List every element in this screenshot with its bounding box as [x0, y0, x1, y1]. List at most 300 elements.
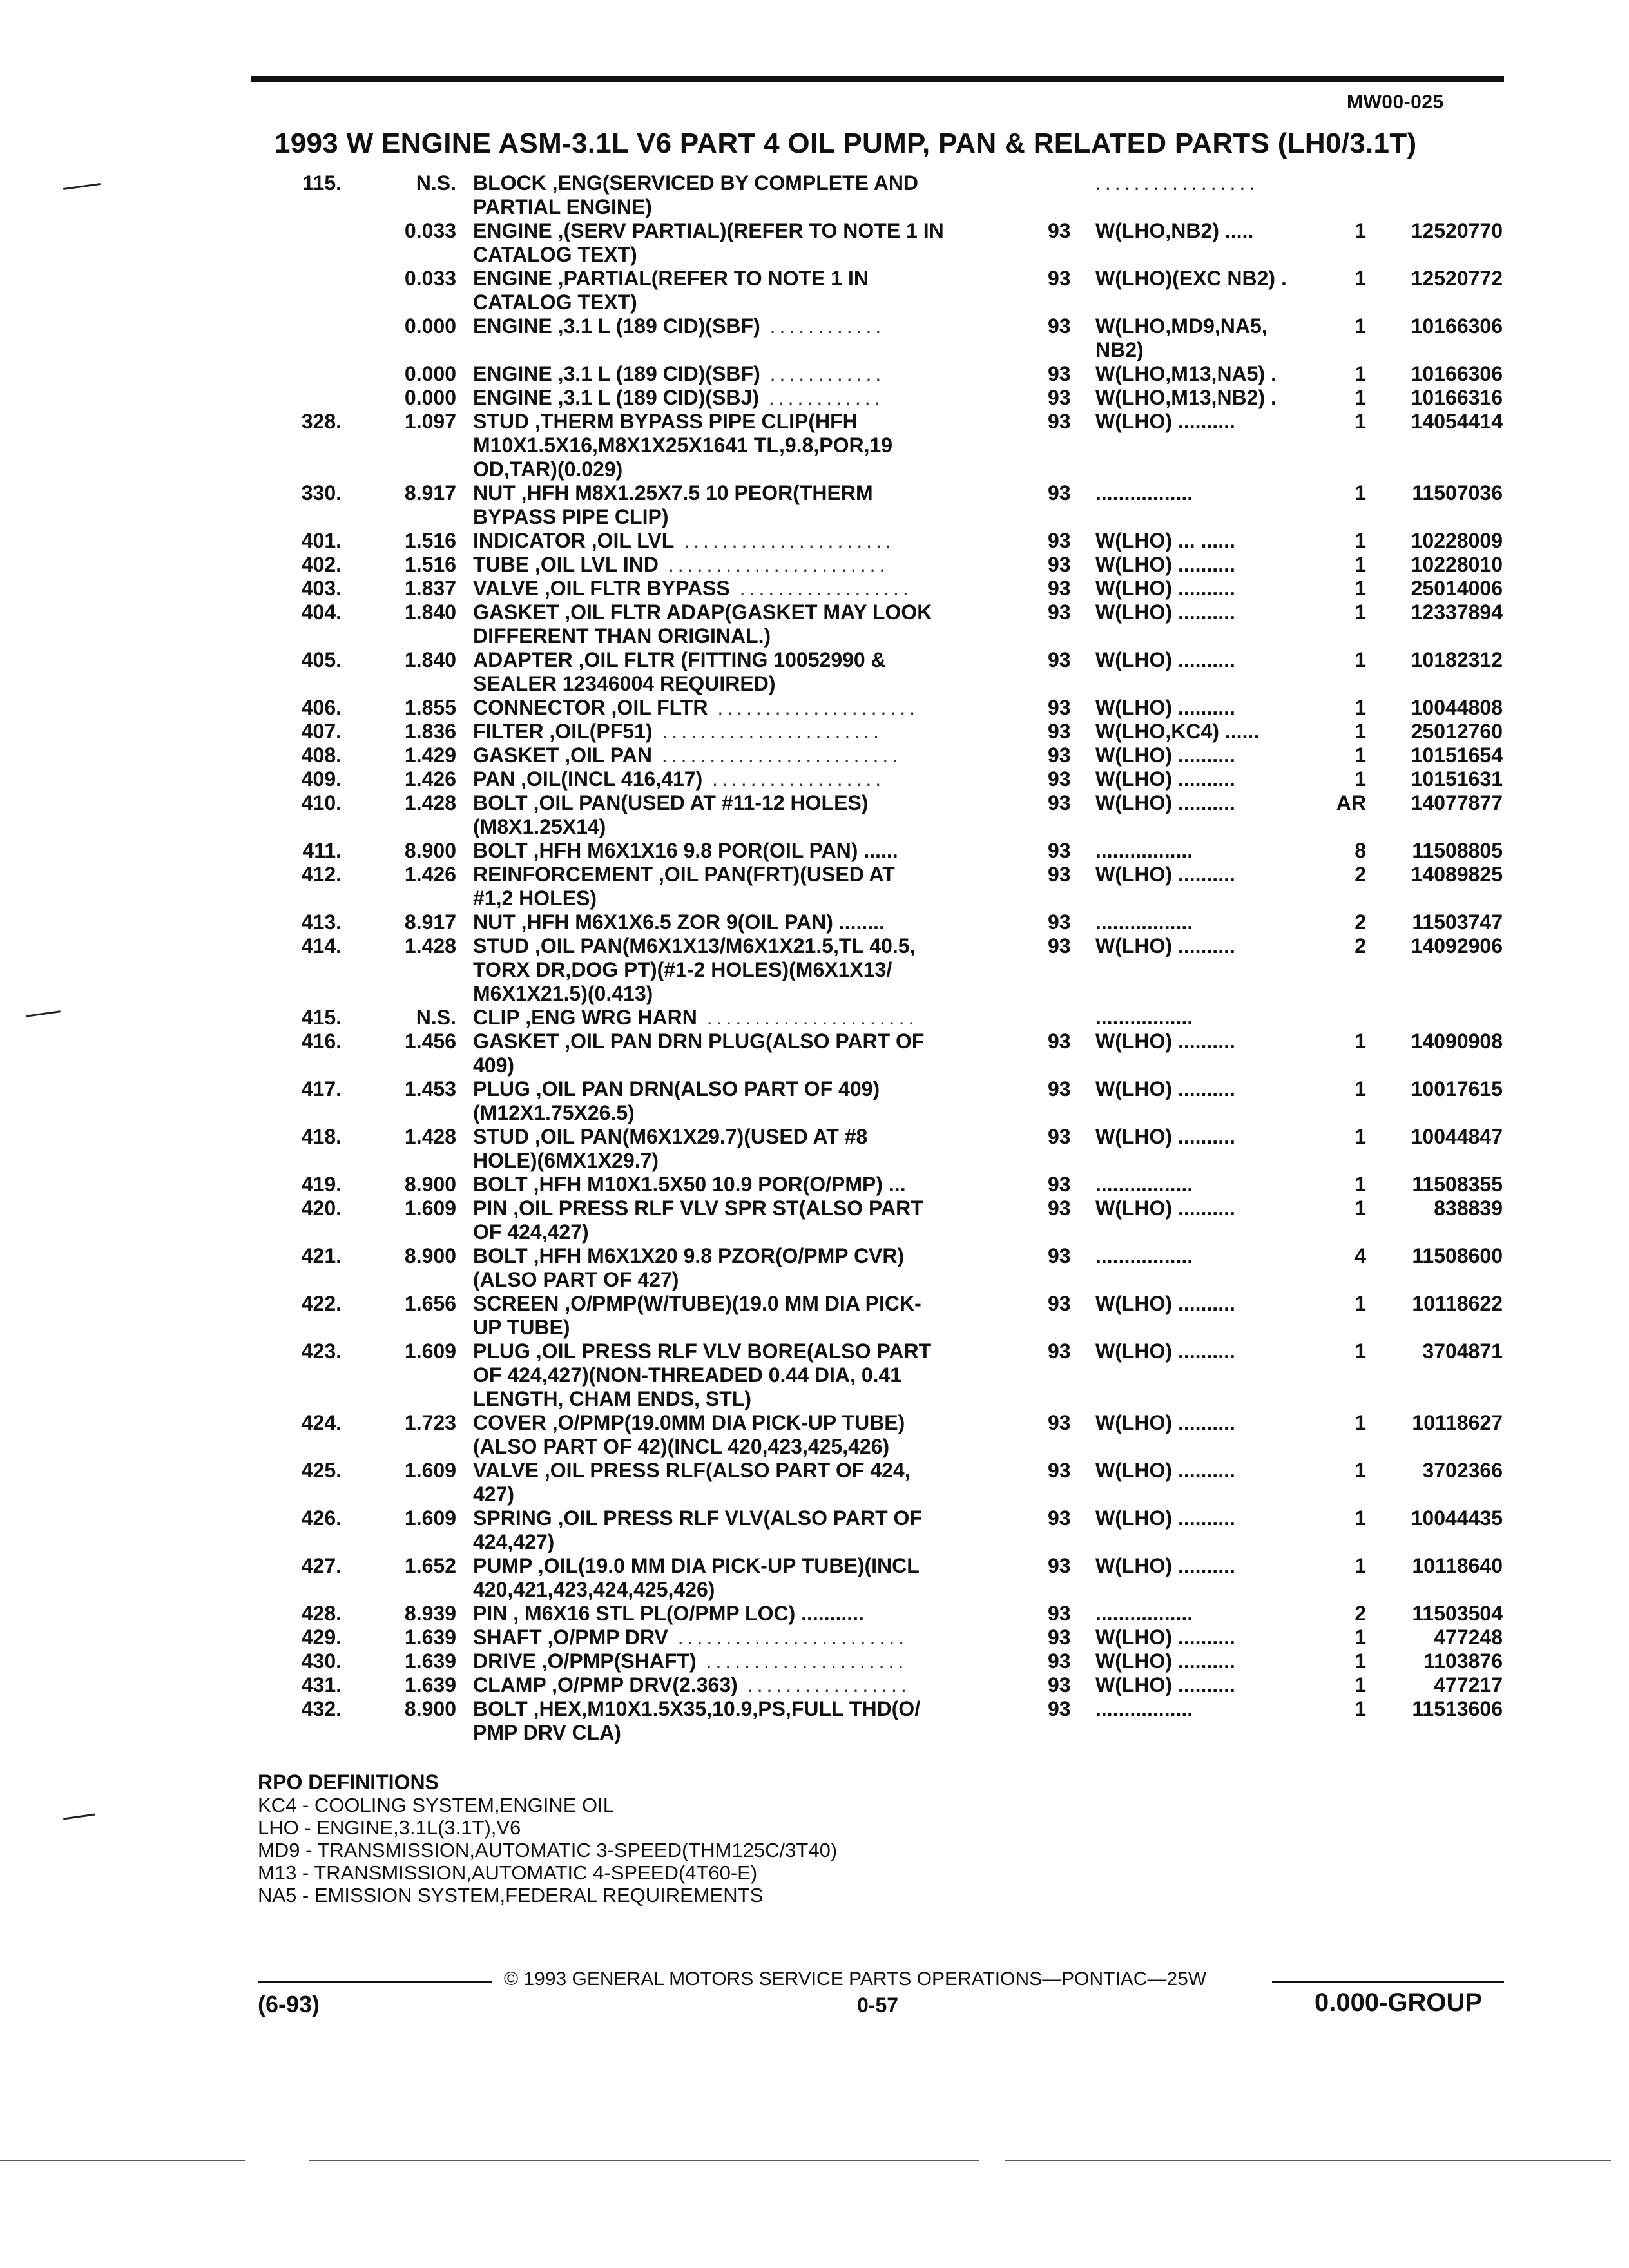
application	[1095, 1340, 1315, 1363]
group-number: 1.609	[404, 1340, 456, 1363]
quantity: 1	[1354, 1340, 1366, 1363]
ref-number: 418.	[301, 1125, 342, 1148]
description-line	[473, 1363, 1001, 1387]
part-number: 10151631	[1411, 767, 1503, 791]
table-row	[0, 910, 1629, 934]
application-line: W(LHO) ..........	[1095, 1626, 1235, 1649]
table-row	[0, 1244, 1629, 1292]
part-description	[473, 1173, 1001, 1196]
description-text: INDICATOR ,OIL LVL	[473, 529, 675, 552]
footer-date: (6-93)	[258, 1991, 320, 2017]
table-row	[0, 648, 1629, 696]
application-line: W(LHO,MD9,NA5,	[1095, 314, 1268, 338]
table-row	[0, 1077, 1629, 1125]
part-description	[473, 577, 1001, 601]
model-year: 93	[1048, 1030, 1071, 1053]
description-text: PMP DRV CLA)	[473, 1721, 621, 1744]
part-number: 10044808	[1411, 696, 1503, 719]
description-text: REINFORCEMENT ,OIL PAN(FRT)(USED AT	[473, 863, 895, 886]
model-year: 93	[1048, 481, 1071, 505]
quantity: 1	[1354, 696, 1366, 719]
part-description	[473, 744, 1001, 767]
part-number: 12520770	[1411, 219, 1503, 242]
application-line: W(LHO) ..........	[1095, 553, 1235, 576]
application-line: W(LHO) ..........	[1095, 1649, 1235, 1673]
model-year: 93	[1048, 910, 1071, 934]
description-line	[473, 815, 1001, 839]
part-description	[473, 1244, 1001, 1292]
application-line: W(LHO) ..........	[1095, 744, 1235, 767]
application-line: W(LHO,KC4) ......	[1095, 720, 1260, 743]
description-line	[473, 1125, 1001, 1149]
rpo-item: LHO - ENGINE,3.1L(3.1T),V6	[258, 1816, 521, 1839]
application	[1095, 1292, 1315, 1316]
model-year: 93	[1048, 1506, 1071, 1530]
part-description	[473, 1077, 1001, 1125]
ref-number: 425.	[301, 1459, 342, 1482]
description-line	[473, 672, 1001, 696]
application	[1095, 1649, 1315, 1673]
application	[1095, 553, 1315, 577]
application-line: W(LHO) ..........	[1095, 767, 1235, 791]
ref-number: 431.	[301, 1673, 342, 1696]
leader-dots: .......................	[652, 720, 883, 743]
quantity: 1	[1354, 577, 1366, 600]
part-number: 10118627	[1412, 1411, 1503, 1434]
description-text: STUD ,OIL PAN(M6X1X13/M6X1X21.5,TL 40.5,	[473, 934, 916, 957]
description-line	[473, 1340, 1001, 1363]
quantity: 1	[1354, 648, 1366, 671]
ref-number: 410.	[301, 791, 342, 814]
application	[1095, 1626, 1315, 1649]
description-line	[473, 291, 1001, 314]
leader-dots: ..................	[702, 767, 885, 791]
model-year: 93	[1048, 1673, 1071, 1696]
description-line	[473, 171, 1001, 195]
page-number: 0-57	[857, 1994, 899, 2017]
leader-dots: ............	[760, 314, 885, 338]
part-description	[473, 696, 1001, 720]
part-number: 11508805	[1412, 839, 1503, 862]
part-number: 25014006	[1411, 577, 1503, 600]
description-text: BOLT ,OIL PAN(USED AT #11-12 HOLES)	[473, 791, 869, 814]
group-number: 1.453	[404, 1077, 456, 1100]
application	[1095, 1006, 1315, 1030]
description-line	[473, 1578, 1001, 1602]
description-text: #1,2 HOLES)	[473, 887, 597, 910]
description-text: ENGINE ,3.1 L (189 CID)(SBF)	[473, 362, 760, 385]
description-text: BLOCK ,ENG(SERVICED BY COMPLETE AND	[473, 171, 919, 195]
ref-number: 417.	[301, 1077, 342, 1100]
application-line: W(LHO) ..........	[1095, 1125, 1235, 1148]
group-number: 1.516	[404, 553, 456, 576]
scan-line	[1005, 2160, 1611, 2161]
description-text: DRIVE ,O/PMP(SHAFT)	[473, 1649, 697, 1673]
application-line: W(LHO) ..........	[1095, 1554, 1235, 1577]
table-row	[0, 1006, 1629, 1030]
description-line	[473, 1649, 1001, 1673]
application-line: W(LHO) ..........	[1095, 410, 1235, 433]
part-number: 10228009	[1411, 529, 1503, 552]
table-row	[0, 1196, 1629, 1244]
description-line	[473, 1435, 1001, 1459]
application-line: W(LHO) ..........	[1095, 1340, 1235, 1363]
description-line	[473, 887, 1001, 910]
part-number: 10166316	[1411, 386, 1503, 409]
application-line: W(LHO) ..........	[1095, 1673, 1235, 1696]
application	[1095, 1173, 1315, 1196]
description-line	[473, 1626, 1001, 1649]
application-line: W(LHO) ..........	[1095, 791, 1235, 814]
ref-number: 419.	[301, 1173, 342, 1196]
part-number: 10118640	[1412, 1554, 1503, 1577]
description-text: 427)	[473, 1483, 515, 1506]
description-line	[473, 1411, 1001, 1435]
group-number: 8.900	[404, 1173, 456, 1196]
application-line: W(LHO) ..........	[1095, 577, 1235, 600]
description-text: (ALSO PART OF 42)(INCL 420,423,425,426)	[473, 1435, 890, 1458]
part-number: 10044435	[1411, 1506, 1503, 1530]
description-line	[473, 1006, 1001, 1030]
description-text: NUT ,HFH M6X1X6.5 ZOR 9(OIL PAN) ........	[473, 910, 885, 934]
group-number: 1.516	[404, 529, 456, 552]
quantity: 1	[1354, 1030, 1366, 1053]
table-row	[0, 267, 1629, 314]
description-text: M10X1.5X16,M8X1X25X1641 TL,9.8,POR,19	[473, 434, 893, 457]
model-year: 93	[1048, 1292, 1071, 1315]
description-line	[473, 601, 1001, 624]
part-number: 10151654	[1411, 744, 1503, 767]
description-text: BOLT ,HFH M6X1X16 9.8 POR(OIL PAN) ......	[473, 839, 898, 862]
description-line	[473, 1554, 1001, 1578]
description-text: M6X1X21.5)(0.413)	[473, 982, 653, 1005]
table-row	[0, 720, 1629, 744]
part-number: 10228010	[1411, 553, 1503, 576]
quantity: 1	[1354, 386, 1366, 409]
application-line: W(LHO,NB2) .....	[1095, 219, 1254, 242]
part-number: 3704871	[1422, 1340, 1503, 1363]
part-description	[473, 1506, 1001, 1554]
description-text: TUBE ,OIL LVL IND	[473, 553, 659, 576]
quantity: 1	[1354, 410, 1366, 433]
part-number: 11503504	[1412, 1602, 1503, 1625]
description-line	[473, 1101, 1001, 1125]
ref-number: 430.	[301, 1649, 342, 1673]
group-number: 1.428	[404, 1125, 456, 1148]
table-row	[0, 1554, 1629, 1602]
description-text: PAN ,OIL(INCL 416,417)	[473, 767, 703, 791]
application	[1095, 696, 1315, 720]
model-year: 93	[1048, 219, 1071, 242]
group-number: 1.652	[404, 1554, 456, 1577]
ref-number: 408.	[301, 744, 342, 767]
description-line	[473, 1053, 1001, 1077]
ref-number: 406.	[301, 696, 342, 719]
model-year: 93	[1048, 934, 1071, 957]
description-line	[473, 910, 1001, 934]
quantity: 1	[1354, 362, 1366, 385]
description-line	[473, 1387, 1001, 1411]
description-line	[473, 1196, 1001, 1220]
ref-number: 411.	[302, 839, 342, 862]
description-text: TORX DR,DOG PT)(#1-2 HOLES)(M6X1X13/	[473, 958, 892, 981]
part-description	[473, 1030, 1001, 1077]
description-line	[473, 1292, 1001, 1316]
group-number: 8.917	[404, 481, 456, 505]
rpo-item: KC4 - COOLING SYSTEM,ENGINE OIL	[258, 1794, 614, 1816]
description-text: CATALOG TEXT)	[473, 291, 637, 314]
ref-number: 414.	[301, 934, 342, 957]
application-line: W(LHO) ..........	[1095, 1506, 1235, 1530]
part-description	[473, 362, 1001, 386]
model-year: 93	[1048, 1244, 1071, 1267]
ref-number: 403.	[301, 577, 342, 600]
part-number: 11507036	[1412, 481, 1503, 505]
leader-dots: ......................	[697, 1006, 918, 1029]
part-description	[473, 1626, 1001, 1649]
part-number: 14090908	[1411, 1030, 1503, 1053]
table-row	[0, 1125, 1629, 1173]
table-row	[0, 1673, 1629, 1697]
description-text: PIN , M6X16 STL PL(O/PMP LOC) ...........	[473, 1602, 864, 1625]
part-description	[473, 720, 1001, 744]
model-year: 93	[1048, 314, 1071, 338]
application-line: .................	[1095, 1173, 1193, 1196]
application-line: W(LHO) ..........	[1095, 1030, 1235, 1053]
group-number: 1.837	[404, 577, 456, 600]
part-description	[473, 601, 1001, 648]
application	[1095, 1030, 1315, 1053]
model-year: 93	[1048, 267, 1071, 290]
model-year: 93	[1048, 791, 1071, 814]
part-number: 14077877	[1411, 791, 1503, 814]
application-line: .................	[1095, 839, 1193, 862]
table-row	[0, 1697, 1629, 1745]
quantity: 1	[1354, 481, 1366, 505]
group-number: 1.428	[404, 791, 456, 814]
part-description	[473, 791, 1001, 839]
table-row	[0, 219, 1629, 267]
table-row	[0, 410, 1629, 481]
application	[1095, 648, 1315, 672]
application	[1095, 910, 1315, 934]
application	[1095, 410, 1315, 434]
group-number: 8.900	[404, 839, 456, 862]
model-year: 93	[1048, 386, 1071, 409]
quantity: 2	[1354, 1602, 1366, 1625]
part-number: 11508355	[1412, 1173, 1503, 1196]
application	[1095, 362, 1315, 386]
leader-dots: .........................	[651, 744, 902, 767]
group-number: 1.855	[404, 696, 456, 719]
model-year: 93	[1048, 720, 1071, 743]
table-row	[0, 744, 1629, 767]
description-line	[473, 696, 1001, 720]
part-description	[473, 314, 1001, 338]
leader-dots: .......................	[659, 553, 889, 576]
ref-number: 422.	[301, 1292, 342, 1315]
description-text: PLUG ,OIL PRESS RLF VLV BORE(ALSO PART	[473, 1340, 932, 1363]
model-year: 93	[1048, 1649, 1071, 1673]
quantity: 2	[1354, 863, 1366, 886]
group-number: N.S.	[416, 171, 456, 195]
part-number: 477248	[1434, 1626, 1503, 1649]
description-text: STUD ,OIL PAN(M6X1X29.7)(USED AT #8	[473, 1125, 868, 1148]
description-text: COVER ,O/PMP(19.0MM DIA PICK-UP TUBE)	[473, 1411, 905, 1434]
model-year: 93	[1048, 648, 1071, 671]
application-line: .................	[1095, 1697, 1193, 1720]
description-text: GASKET ,OIL PAN	[473, 744, 652, 767]
application	[1095, 1196, 1315, 1220]
description-line	[473, 1673, 1001, 1697]
table-row	[0, 791, 1629, 839]
quantity: 1	[1354, 767, 1366, 791]
group-number: 0.000	[404, 362, 456, 385]
application-line: W(LHO) ..........	[1095, 934, 1235, 957]
group-number: 1.840	[404, 648, 456, 671]
description-text: DIFFERENT THAN ORIGINAL.)	[473, 624, 771, 648]
application	[1095, 791, 1315, 815]
description-text: PLUG ,OIL PAN DRN(ALSO PART OF 409)	[473, 1077, 880, 1100]
description-line	[473, 1506, 1001, 1530]
ref-number: 424.	[301, 1411, 342, 1434]
description-text: SHAFT ,O/PMP DRV	[473, 1626, 668, 1649]
part-description	[473, 267, 1001, 314]
part-description	[473, 386, 1001, 410]
description-text: BOLT ,HFH M6X1X20 9.8 PZOR(O/PMP CVR)	[473, 1244, 905, 1267]
description-line	[473, 505, 1001, 529]
leader-dots: .....................	[696, 1649, 908, 1673]
quantity: 1	[1354, 601, 1366, 624]
quantity: AR	[1336, 791, 1366, 814]
group-number: 8.900	[404, 1244, 456, 1267]
quantity: 8	[1354, 839, 1366, 862]
application	[1095, 267, 1315, 291]
quantity: 1	[1354, 1077, 1366, 1100]
part-number: 11508600	[1412, 1244, 1503, 1267]
group-number: N.S.	[416, 1006, 456, 1029]
model-year: 93	[1048, 696, 1071, 719]
group-number: 1.840	[404, 601, 456, 624]
quantity: 2	[1354, 934, 1366, 957]
description-line	[473, 1268, 1001, 1292]
part-description	[473, 1554, 1001, 1602]
part-description	[473, 1411, 1001, 1459]
table-row	[0, 529, 1629, 553]
part-description	[473, 910, 1001, 934]
group-number: 0.033	[404, 219, 456, 242]
model-year: 93	[1048, 1459, 1071, 1482]
description-line	[473, 1459, 1001, 1483]
rpo-item: MD9 - TRANSMISSION,AUTOMATIC 3-SPEED(THM125C/3T40)	[258, 1839, 838, 1861]
quantity: 1	[1354, 267, 1366, 290]
part-number: 10044847	[1411, 1125, 1503, 1148]
description-text: OF 424,427)	[473, 1220, 589, 1244]
quantity: 1	[1354, 1673, 1366, 1696]
part-description	[473, 481, 1001, 529]
application	[1095, 601, 1315, 624]
page-title: 1993 W ENGINE ASM-3.1L V6 PART 4 OIL PUMP, PAN & RELATED PARTS (LH0/3.1T)	[275, 128, 1417, 159]
model-year: 93	[1048, 767, 1071, 791]
application	[1095, 767, 1315, 791]
quantity: 1	[1354, 1506, 1366, 1530]
quantity: 1	[1354, 1292, 1366, 1315]
description-line	[473, 1530, 1001, 1554]
model-year: 93	[1048, 1602, 1071, 1625]
table-row	[0, 696, 1629, 720]
table-row	[0, 1411, 1629, 1459]
application-line: W(LHO) ..........	[1095, 863, 1235, 886]
group-number: 1.429	[404, 744, 456, 767]
quantity: 1	[1354, 219, 1366, 242]
part-number: 12337894	[1411, 601, 1503, 624]
table-row	[0, 481, 1629, 529]
application-line: W(LHO) ..........	[1095, 1196, 1235, 1220]
description-text: SEALER 12346004 REQUIRED)	[473, 672, 776, 695]
part-description	[473, 839, 1001, 863]
table-row	[0, 314, 1629, 362]
part-number: 10118622	[1412, 1292, 1503, 1315]
ref-number: 404.	[301, 601, 342, 624]
group-number: 0.000	[404, 386, 456, 409]
description-line	[473, 648, 1001, 672]
description-text: NUT ,HFH M8X1.25X7.5 10 PEOR(THERM	[473, 481, 873, 505]
quantity: 1	[1354, 1173, 1366, 1196]
model-year: 93	[1048, 1340, 1071, 1363]
model-year: 93	[1048, 863, 1071, 886]
group-number: 1.609	[404, 1506, 456, 1530]
description-line	[473, 982, 1001, 1006]
description-text: PARTIAL ENGINE)	[473, 195, 652, 218]
description-line	[473, 1149, 1001, 1173]
description-line	[473, 1483, 1001, 1506]
parts-list	[0, 171, 1629, 1745]
description-line	[473, 863, 1001, 887]
application	[1095, 1411, 1315, 1435]
description-line	[473, 624, 1001, 648]
quantity: 1	[1354, 1411, 1366, 1434]
application-line: .................	[1095, 1602, 1193, 1625]
table-row	[0, 934, 1629, 1006]
ref-number: 427.	[301, 1554, 342, 1577]
description-text: OD,TAR)(0.029)	[473, 457, 623, 481]
description-line	[473, 720, 1001, 744]
application	[1095, 1506, 1315, 1530]
model-year: 93	[1048, 553, 1071, 576]
description-text: (M8X1.25X14)	[473, 815, 606, 838]
part-number: 11503747	[1412, 910, 1503, 934]
description-text: ENGINE ,3.1 L (189 CID)(SBJ)	[473, 386, 759, 409]
description-line	[473, 362, 1001, 386]
description-line	[473, 1220, 1001, 1244]
description-text: CONNECTOR ,OIL FLTR	[473, 696, 708, 719]
application	[1095, 1697, 1315, 1721]
description-line	[473, 1602, 1001, 1626]
leader-dots: ..................	[729, 577, 912, 600]
ref-number: 330.	[301, 481, 342, 505]
ref-number: 423.	[301, 1340, 342, 1363]
table-row	[0, 767, 1629, 791]
application	[1095, 314, 1315, 362]
part-number: 14092906	[1411, 934, 1503, 957]
part-description	[473, 1292, 1001, 1340]
part-number: 10017615	[1411, 1077, 1503, 1100]
description-line	[473, 1316, 1001, 1340]
description-text: ENGINE ,(SERV PARTIAL)(REFER TO NOTE 1 IN	[473, 219, 944, 242]
table-row	[0, 553, 1629, 577]
description-line	[473, 195, 1001, 219]
quantity: 1	[1354, 1125, 1366, 1148]
